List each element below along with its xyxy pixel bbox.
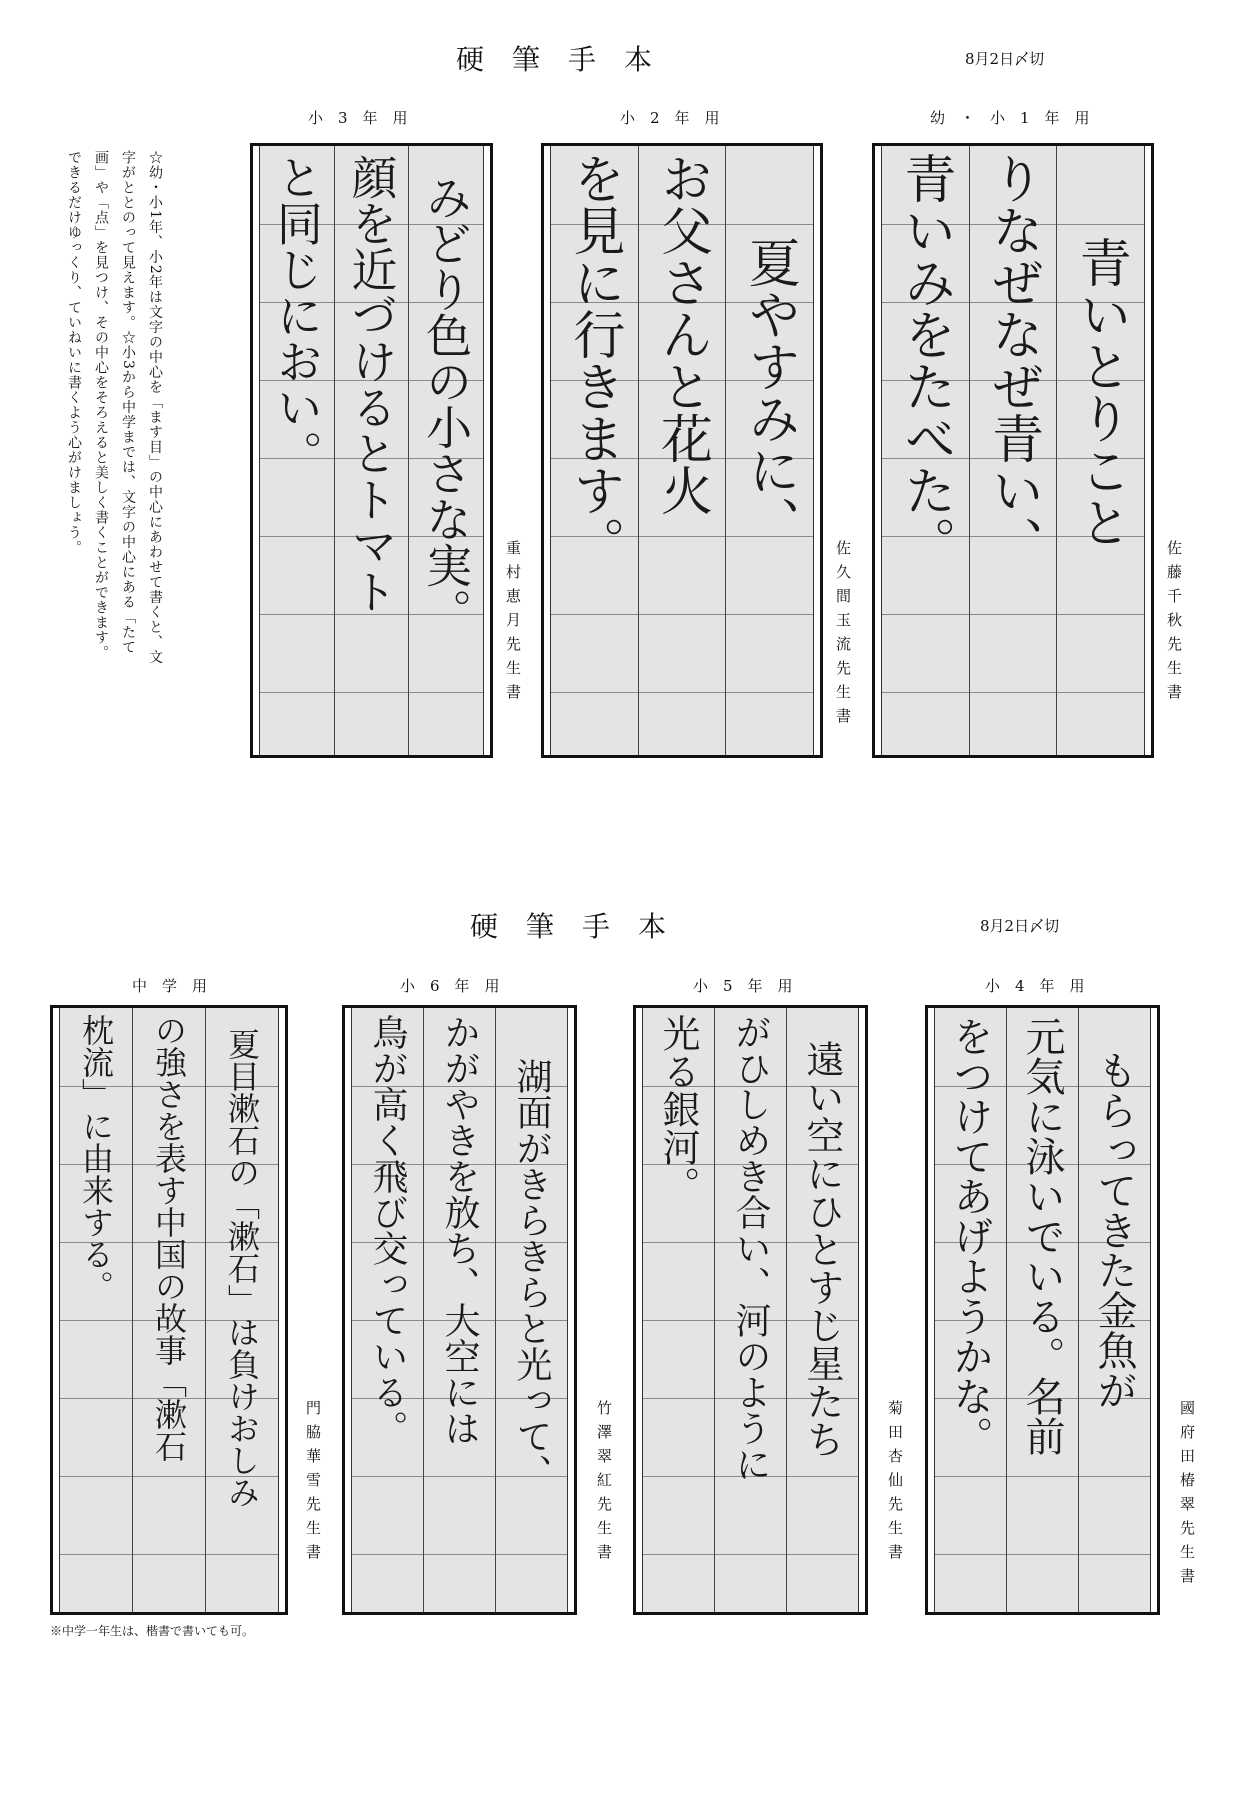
- column-text: もらってきた金魚が: [1091, 1050, 1137, 1410]
- grid-guide: [639, 692, 726, 693]
- copybook-panel-k1: [872, 143, 1154, 758]
- copybook-panel-g2: [541, 143, 823, 758]
- grid-guide: [352, 1476, 423, 1477]
- grid-guide: [260, 614, 334, 615]
- grid-guide: [551, 692, 638, 693]
- grid-guide: [1079, 1554, 1150, 1555]
- grid-guide: [643, 1476, 714, 1477]
- column-text: がひしめき合い、河のように: [730, 1014, 771, 1482]
- column-text: 夏やすみに、: [739, 236, 800, 548]
- column-text: 遠い空にひとすじ星たち: [800, 1040, 844, 1458]
- column-text: お父さんと花火: [651, 152, 712, 516]
- grid-guide: [970, 692, 1057, 693]
- grid-guide: [496, 1554, 567, 1555]
- grid-guide: [787, 1476, 858, 1477]
- grade-label-g5: 小5年用: [693, 977, 808, 995]
- grid-guide: [639, 536, 726, 537]
- grid-guide: [409, 692, 483, 693]
- grade-label-jhs: 中学用: [132, 977, 223, 995]
- grid-guide: [787, 1554, 858, 1555]
- signature-g6: 竹澤翠紅先生書: [595, 1400, 613, 1568]
- column-text: の強さを表す中国の故事「漱石: [150, 1014, 188, 1462]
- column-text: 青いとりこと: [1070, 236, 1131, 548]
- text-column: [423, 1008, 495, 1612]
- text-column: [643, 1008, 714, 1612]
- grid-guide: [643, 1398, 714, 1399]
- column-text: 元気に泳いでいる。名前: [1019, 1016, 1065, 1456]
- signature-jhs: 門脇華雪先生書: [304, 1400, 322, 1568]
- grade-label-k1: 幼・小1年用: [930, 109, 1105, 127]
- copybook-panel-g3: [250, 143, 493, 758]
- grid-guide: [726, 692, 813, 693]
- copybook-panel-g4: [925, 1005, 1160, 1615]
- grid-guide: [1079, 1476, 1150, 1477]
- grid-guide: [424, 1554, 495, 1555]
- grid-guide: [352, 1554, 423, 1555]
- column-text: 光る銀河。: [656, 1014, 700, 1204]
- deadline-bottom: 8月2日〆切: [980, 917, 1060, 935]
- grid-guide: [882, 614, 969, 615]
- grid-guide: [1007, 1554, 1078, 1555]
- column-text: 青いみをたべた。: [894, 152, 955, 568]
- text-column: [205, 1008, 278, 1612]
- text-column: [786, 1008, 858, 1612]
- text-column: [260, 146, 334, 755]
- grid-guide: [60, 1398, 132, 1399]
- page-title-top: 硬筆手本: [456, 43, 681, 76]
- column-text: 枕流」に由来する。: [77, 1014, 115, 1302]
- grid-guide: [643, 1554, 714, 1555]
- grid-guide: [726, 224, 813, 225]
- signature-g5: 菊田杏仙先生書: [886, 1400, 904, 1568]
- text-column: [969, 146, 1057, 755]
- column-text: と同じにおい。: [269, 154, 324, 476]
- grid-guide: [206, 1554, 278, 1555]
- page-title-bottom: 硬筆手本: [470, 910, 695, 943]
- grid-guide: [935, 1554, 1006, 1555]
- grid-guide: [335, 692, 409, 693]
- text-column: [638, 146, 726, 755]
- grid-guide: [60, 1320, 132, 1321]
- grade-label-g2: 小2年用: [620, 109, 735, 127]
- column-text: 鳥が高く飛び交っている。: [367, 1014, 408, 1446]
- grid-guide: [882, 692, 969, 693]
- grid-guide: [60, 1554, 132, 1555]
- grid-guide: [60, 1476, 132, 1477]
- column-text: りなぜなぜ青い、: [982, 152, 1043, 568]
- grid-guide: [935, 1476, 1006, 1477]
- text-column: [1006, 1008, 1078, 1612]
- grid-guide: [726, 614, 813, 615]
- signature-g3: 重村恵月先生書: [504, 540, 522, 708]
- column-text: かがやきを放ち、大空には: [439, 1014, 480, 1446]
- text-column: [334, 146, 409, 755]
- column-text: 夏目漱石の「漱石」は負けおしみ: [223, 1028, 261, 1508]
- grid-guide: [133, 1476, 205, 1477]
- footnote: ※中学一年生は、楷書で書いても可。: [50, 1624, 255, 1638]
- grade-label-g4: 小4年用: [985, 977, 1100, 995]
- text-column: [551, 146, 638, 755]
- grid-guide: [643, 1242, 714, 1243]
- signature-g4: 國府田椿翠先生書: [1178, 1400, 1196, 1592]
- text-column: [132, 1008, 205, 1612]
- column-text: 湖面がきらきらと光って、: [511, 1058, 552, 1490]
- grid-guide: [551, 614, 638, 615]
- text-column: [60, 1008, 132, 1612]
- deadline-top: 8月2日〆切: [965, 50, 1045, 68]
- text-column: [495, 1008, 567, 1612]
- grade-label-g6: 小6年用: [400, 977, 515, 995]
- text-column: [725, 146, 813, 755]
- grid-guide: [1007, 1476, 1078, 1477]
- copybook-panel-g6: [342, 1005, 577, 1615]
- copybook-panel-jhs: [50, 1005, 288, 1615]
- grid-guide: [970, 614, 1057, 615]
- grid-guide: [1057, 692, 1144, 693]
- grid-guide: [133, 1554, 205, 1555]
- grid-guide: [643, 1320, 714, 1321]
- grid-guide: [260, 536, 334, 537]
- signature-k1: 佐藤千秋先生書: [1165, 540, 1183, 708]
- text-column: [714, 1008, 786, 1612]
- text-column: [935, 1008, 1006, 1612]
- instructions-note: ☆幼・小1年、小2年は文字の中心を「ます目」の中心にあわせて書くと、文字がととのって見えます。☆小3から中学までは、文字の中心にある「たて画」や「点」を見つけ、その中心をそろえると美しく書くことができます。できるだけゆっくり、ていねいに書くよう心がけましょう。: [66, 150, 163, 665]
- text-column: [1078, 1008, 1150, 1612]
- grid-guide: [260, 692, 334, 693]
- text-column: [882, 146, 969, 755]
- column-text: 顔を近づけるとトマト: [344, 154, 399, 614]
- text-column: [352, 1008, 423, 1612]
- text-column: [1056, 146, 1144, 755]
- grid-guide: [424, 1476, 495, 1477]
- grid-guide: [639, 614, 726, 615]
- copybook-panel-g5: [633, 1005, 868, 1615]
- grid-guide: [715, 1554, 786, 1555]
- column-text: をつけてあげようかな。: [947, 1016, 993, 1456]
- grid-guide: [1057, 614, 1144, 615]
- grade-label-g3: 小3年用: [308, 109, 423, 127]
- grid-guide: [1057, 224, 1144, 225]
- column-text: みどり色の小さな実。: [419, 174, 474, 634]
- text-column: [408, 146, 483, 755]
- column-text: を見に行きます。: [563, 152, 624, 568]
- grid-guide: [335, 614, 409, 615]
- signature-g2: 佐久間玉流先生書: [834, 540, 852, 732]
